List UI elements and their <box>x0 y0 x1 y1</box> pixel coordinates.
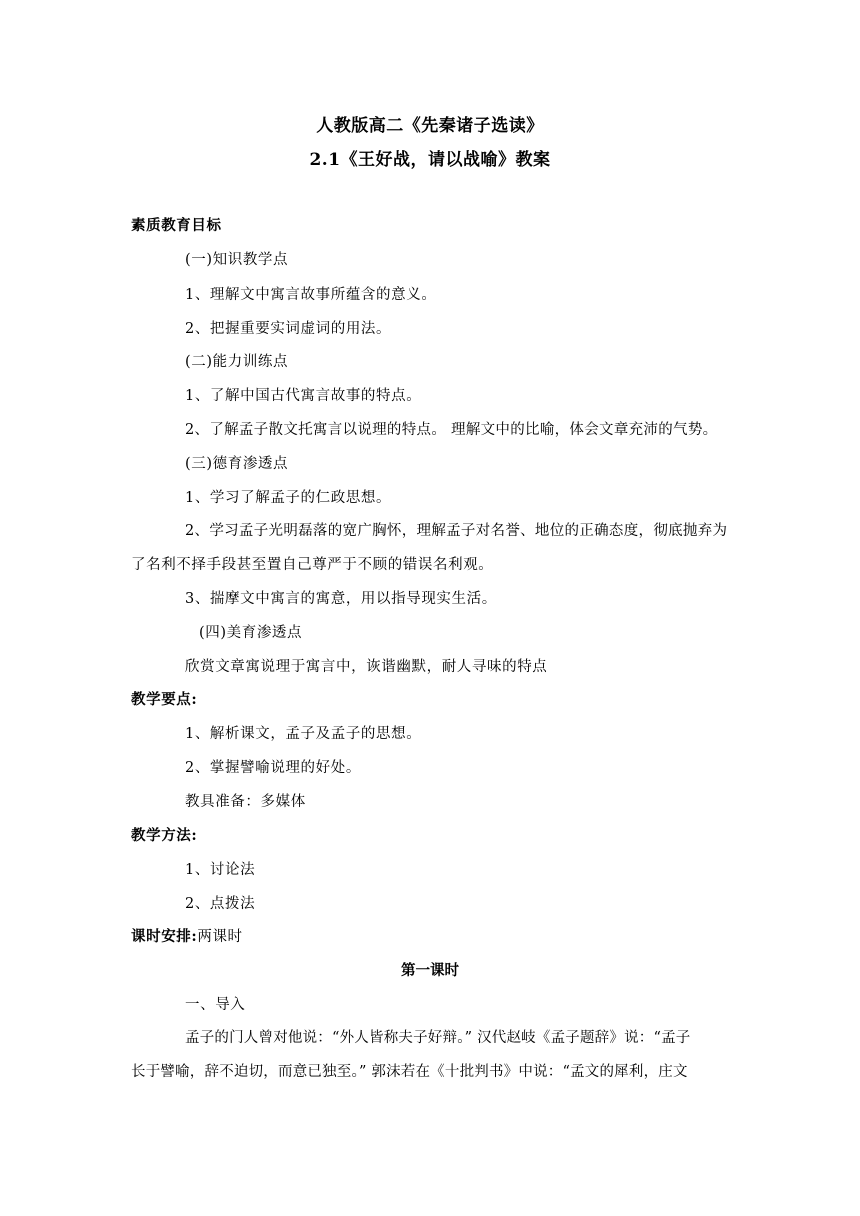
key-points-heading: 教学要点: <box>131 691 198 708</box>
schedule-line <box>131 925 243 946</box>
ability-heading: (二)能力训练点 <box>185 354 289 370</box>
knowledge-item: 2、把握重要实词虚词的用法。 <box>185 321 392 337</box>
ability-item: 1、了解中国古代寓言故事的特点。 <box>185 388 422 404</box>
key-point-item: 2、掌握譬喻说理的好处。 <box>185 760 361 776</box>
goals-heading: 素质教育目标 <box>131 217 222 234</box>
moral-heading: (三)德育渗透点 <box>185 456 289 472</box>
document-title: 人教版高二《先秦诸子选读》 <box>316 116 544 136</box>
ability-item: 2、了解孟子散文托寓言以说理的特点。 理解文中的比喻，体会文章充沛的气势。 <box>185 422 718 438</box>
aesthetic-text: 欣赏文章寓说理于寓言中，诙谐幽默，耐人寻味的特点 <box>185 659 548 675</box>
intro-paragraph-line: 长于譬喻，辞不迫切，而意已独至。” 郭沫若在《十批判书》中说：“孟文的犀利，庄文 <box>131 1064 688 1080</box>
moral-item: 2、学习孟子光明磊落的宽广胸怀，理解孟子对名誉、地位的正确态度，彻底抛弃为 <box>185 523 728 539</box>
key-point-item: 1、解析课文，孟子及孟子的思想。 <box>185 726 422 742</box>
tools-line: 教具准备：多媒体 <box>185 794 306 810</box>
schedule-value: 两课时 <box>197 929 243 945</box>
method-item: 2、点拨法 <box>185 896 256 912</box>
aesthetic-heading: (四)美育渗透点 <box>199 625 303 641</box>
section-heading: 一、导入 <box>185 997 246 1013</box>
schedule-label: 课时安排: <box>131 928 198 945</box>
methods-heading: 教学方法: <box>131 827 198 844</box>
lesson-heading: 第一课时 <box>401 962 459 979</box>
moral-item: 1、学习了解孟子的仁政思想。 <box>185 490 392 506</box>
moral-item-continuation: 了名利不择手段甚至置自己尊严于不顾的错误名利观。 <box>131 557 494 573</box>
intro-paragraph-line: 孟子的门人曾对他说：“外人皆称夫子好辩。” 汉代赵岐《孟子题辞》说：“孟子 <box>185 1030 691 1046</box>
knowledge-item: 1、理解文中寓言故事所蕴含的意义。 <box>185 287 437 303</box>
knowledge-heading: (一)知识教学点 <box>185 252 289 268</box>
moral-item: 3、揣摩文中寓言的寓意，用以指导现实生活。 <box>185 591 497 607</box>
method-item: 1、讨论法 <box>185 862 256 878</box>
document-subtitle: 2.1《王好战，请以战喻》教案 <box>309 150 551 170</box>
